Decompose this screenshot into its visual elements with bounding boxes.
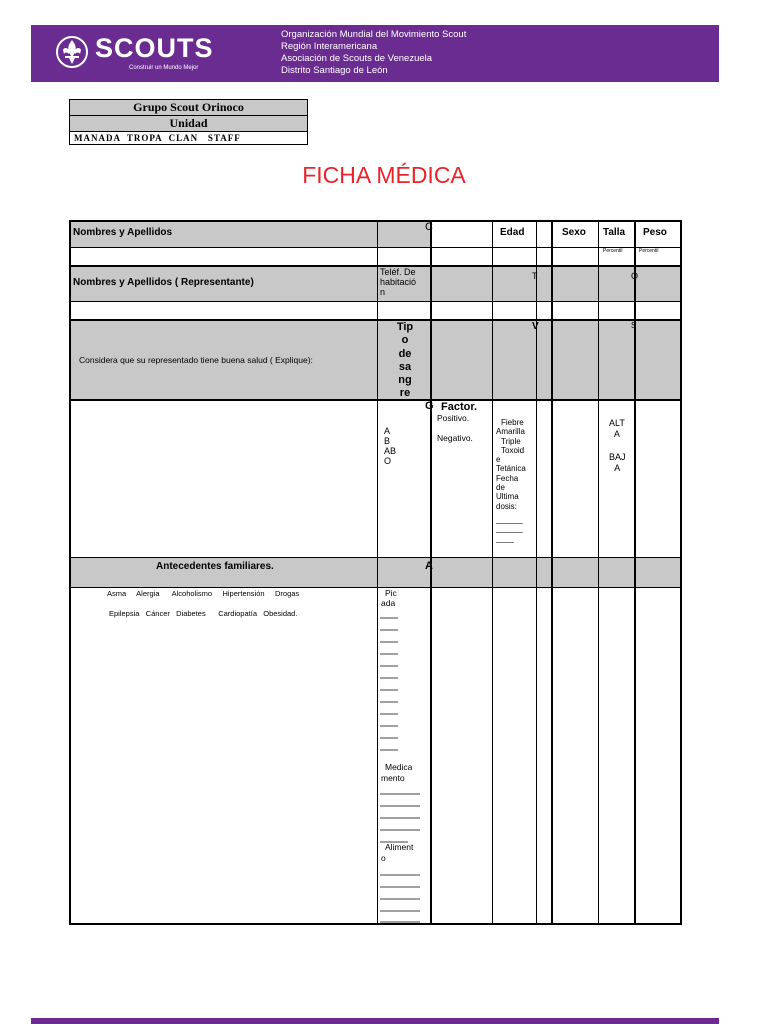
s-fragment: S [631,321,637,330]
salud-question: Considera que su representado tiene buena salud ( Explique): [79,355,313,365]
header-row-fill [378,222,431,247]
antecedentes-label: Antecedentes familiares. [156,561,274,572]
familiares-line-2: Epilepsia Cáncer Diabetes Cardiopatía Obesidad. [109,609,298,618]
header-banner [31,25,719,82]
group-name: Grupo Scout Orinoco [70,100,307,116]
unit-label: Unidad [70,116,307,132]
ci-fragment: C [425,221,433,233]
nombres-label: Nombres y Apellidos [73,227,173,238]
familiares-line-1: Asma Alergia Alcoholismo Hipertensión Drogas [107,589,300,598]
organization-lines [281,29,466,77]
baja-label: BAJ A [609,452,626,473]
talla-label: Talla [603,227,626,238]
factor-label: Factor. [441,401,478,413]
units-line: MANADA TROPA CLAN STAFF [70,132,307,144]
t-fragment: T [532,271,538,281]
telefono-label: Teléf. De habitació n [380,267,417,297]
tipo-sangre-label: Tip o de sa ng re [396,321,414,400]
percentil-peso: Percentil [639,248,659,254]
peso-label: Peso [643,227,667,238]
footer-bar [31,1018,719,1024]
v-fragment: V [532,321,539,332]
alimento-block: Aliment o [381,842,414,863]
positivo-label: Positivo. [437,413,470,423]
a-fragment: A [425,560,433,572]
logo-tagline: Construir un Mundo Mejor [129,65,199,71]
picada-block: Pic ada [381,588,397,608]
org-line: Organización Mundial del Movimiento Scout [281,29,467,40]
sexo-label: Sexo [562,227,586,238]
blood-type-options: A B AB O [384,426,397,466]
edad-label: Edad [500,227,525,238]
medicamento-block: Medica mento [381,762,413,783]
org-line: Distrito Santiago de León [281,65,388,76]
fleur-de-lis-icon [55,35,89,69]
negativo-label: Negativo. [437,433,473,443]
alta-label: ALT A [609,418,625,439]
group-box [69,99,308,145]
page-title: FICHA MÉDICA [302,162,466,188]
representante-label: Nombres y Apellidos ( Representante) [73,277,254,288]
o-fragment: O [631,271,639,281]
org-line: Asociación de Scouts de Venezuela [281,53,433,64]
percentil-talla: Percentil [603,248,623,254]
g-fragment: G [425,400,434,412]
vacunas-block: Fiebre Amarilla Triple Toxoid e Tetánica Fecha de Ultima dosis: ______ ______ ____ [496,418,526,543]
logo-text: SCOUTS [95,33,214,63]
org-line: Región Interamericana [281,41,378,52]
